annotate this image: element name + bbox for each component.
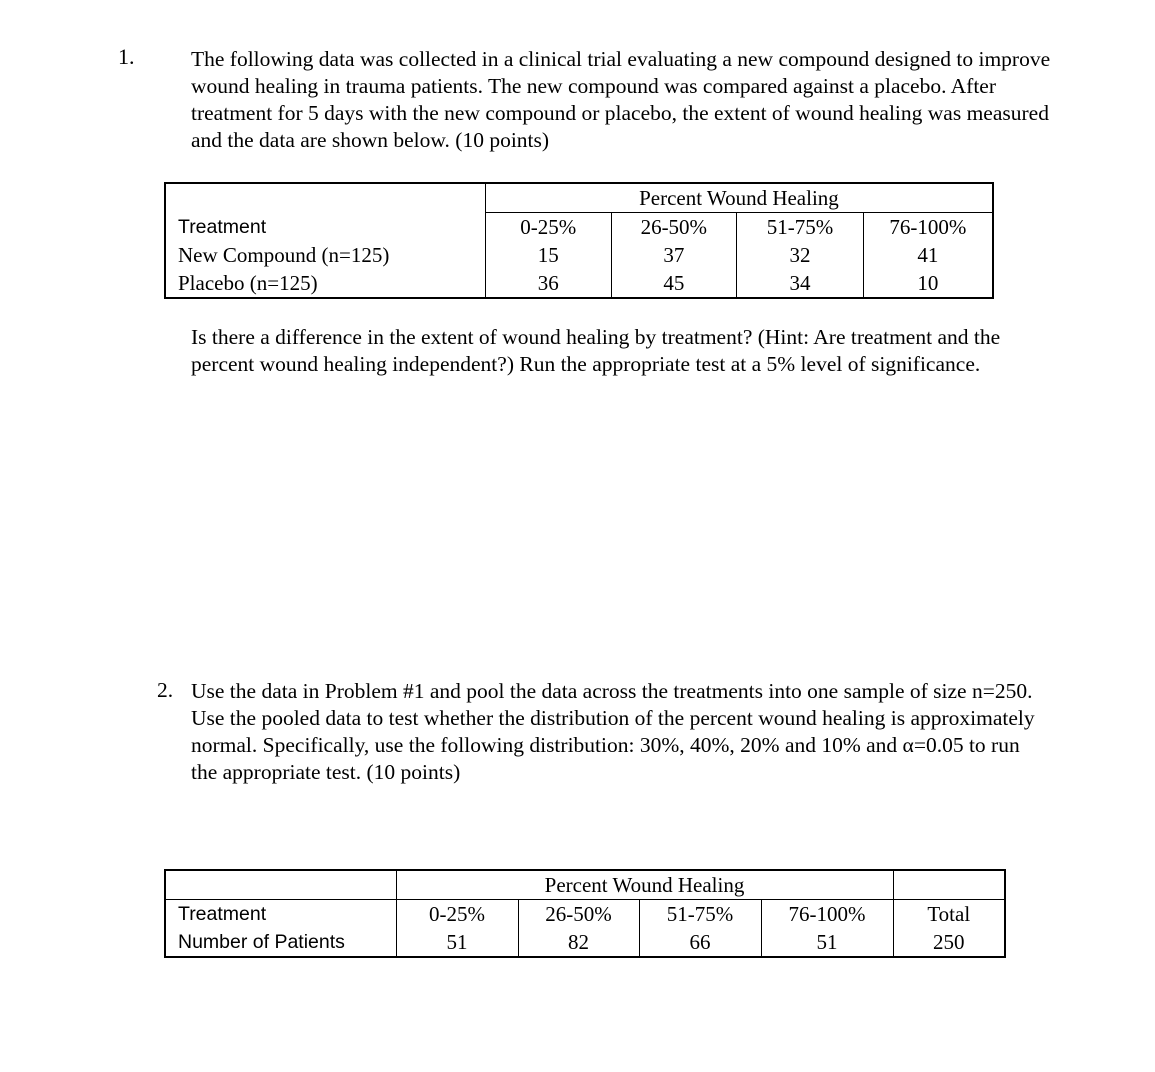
column-header: 76-100% [863, 213, 993, 242]
cell-value: 37 [611, 241, 737, 269]
cell-value: 51 [761, 928, 893, 957]
total-header: Total [893, 900, 1005, 929]
row-header-label: Treatment [178, 903, 267, 925]
column-header: 26-50% [518, 900, 639, 929]
cell-value: 36 [485, 269, 611, 298]
question-2-text: Use the data in Problem #1 and pool the data across the treatments into one sample of size n=250. Use the pooled data to test whether the distribution of the percent wound healing is approximately normal. Specifically, use the following distribution: 30%, 40%, 20% and 10% and α=0.05 to run the appropriate test. (10 points) [191, 679, 1035, 784]
cell-value: 45 [611, 269, 737, 298]
row-header-label: Treatment [178, 215, 267, 238]
cell-value: 41 [863, 241, 993, 269]
group-header: Percent Wound Healing [396, 870, 893, 900]
question-1-number: 1. [118, 44, 135, 69]
column-header: 51-75% [737, 213, 864, 242]
total-value: 250 [893, 928, 1005, 957]
row-label: New Compound (n=125) [178, 243, 390, 267]
question-1-intro: The following data was collected in a clinical trial evaluating a new compound designed to improve wound healing in trauma patients. The new compound was compared against a placebo. After treatment for 5 days with the new compound or placebo, the extent of wound healing was measured and the data are shown below. (10 points) [191, 47, 1051, 152]
wound-healing-table [164, 182, 994, 299]
cell-value: 32 [737, 241, 864, 269]
row-label: Placebo (n=125) [178, 271, 318, 295]
cell-value: 82 [518, 928, 639, 957]
question-1-prompt: Is there a difference in the extent of wound healing by treatment? (Hint: Are treatment and the percent wound healing independent?) Run the appropriate test at a 5% level of significance. [191, 325, 1001, 376]
cell-value: 34 [737, 269, 864, 298]
table-row [165, 269, 993, 298]
cell-value: 66 [639, 928, 761, 957]
column-header: 51-75% [639, 900, 761, 929]
column-header: 26-50% [611, 213, 737, 242]
cell-value: 51 [396, 928, 518, 957]
column-header: 0-25% [396, 900, 518, 929]
question-2-number: 2. [157, 678, 174, 702]
pooled-data-table [164, 869, 1006, 958]
table-row [165, 928, 1005, 957]
cell-value: 15 [485, 241, 611, 269]
row-label: Number of Patients [178, 931, 345, 953]
table-row [165, 241, 993, 269]
group-header: Percent Wound Healing [485, 183, 993, 213]
column-header: 0-25% [485, 213, 611, 242]
cell-value: 10 [863, 269, 993, 298]
column-header: 76-100% [761, 900, 893, 929]
